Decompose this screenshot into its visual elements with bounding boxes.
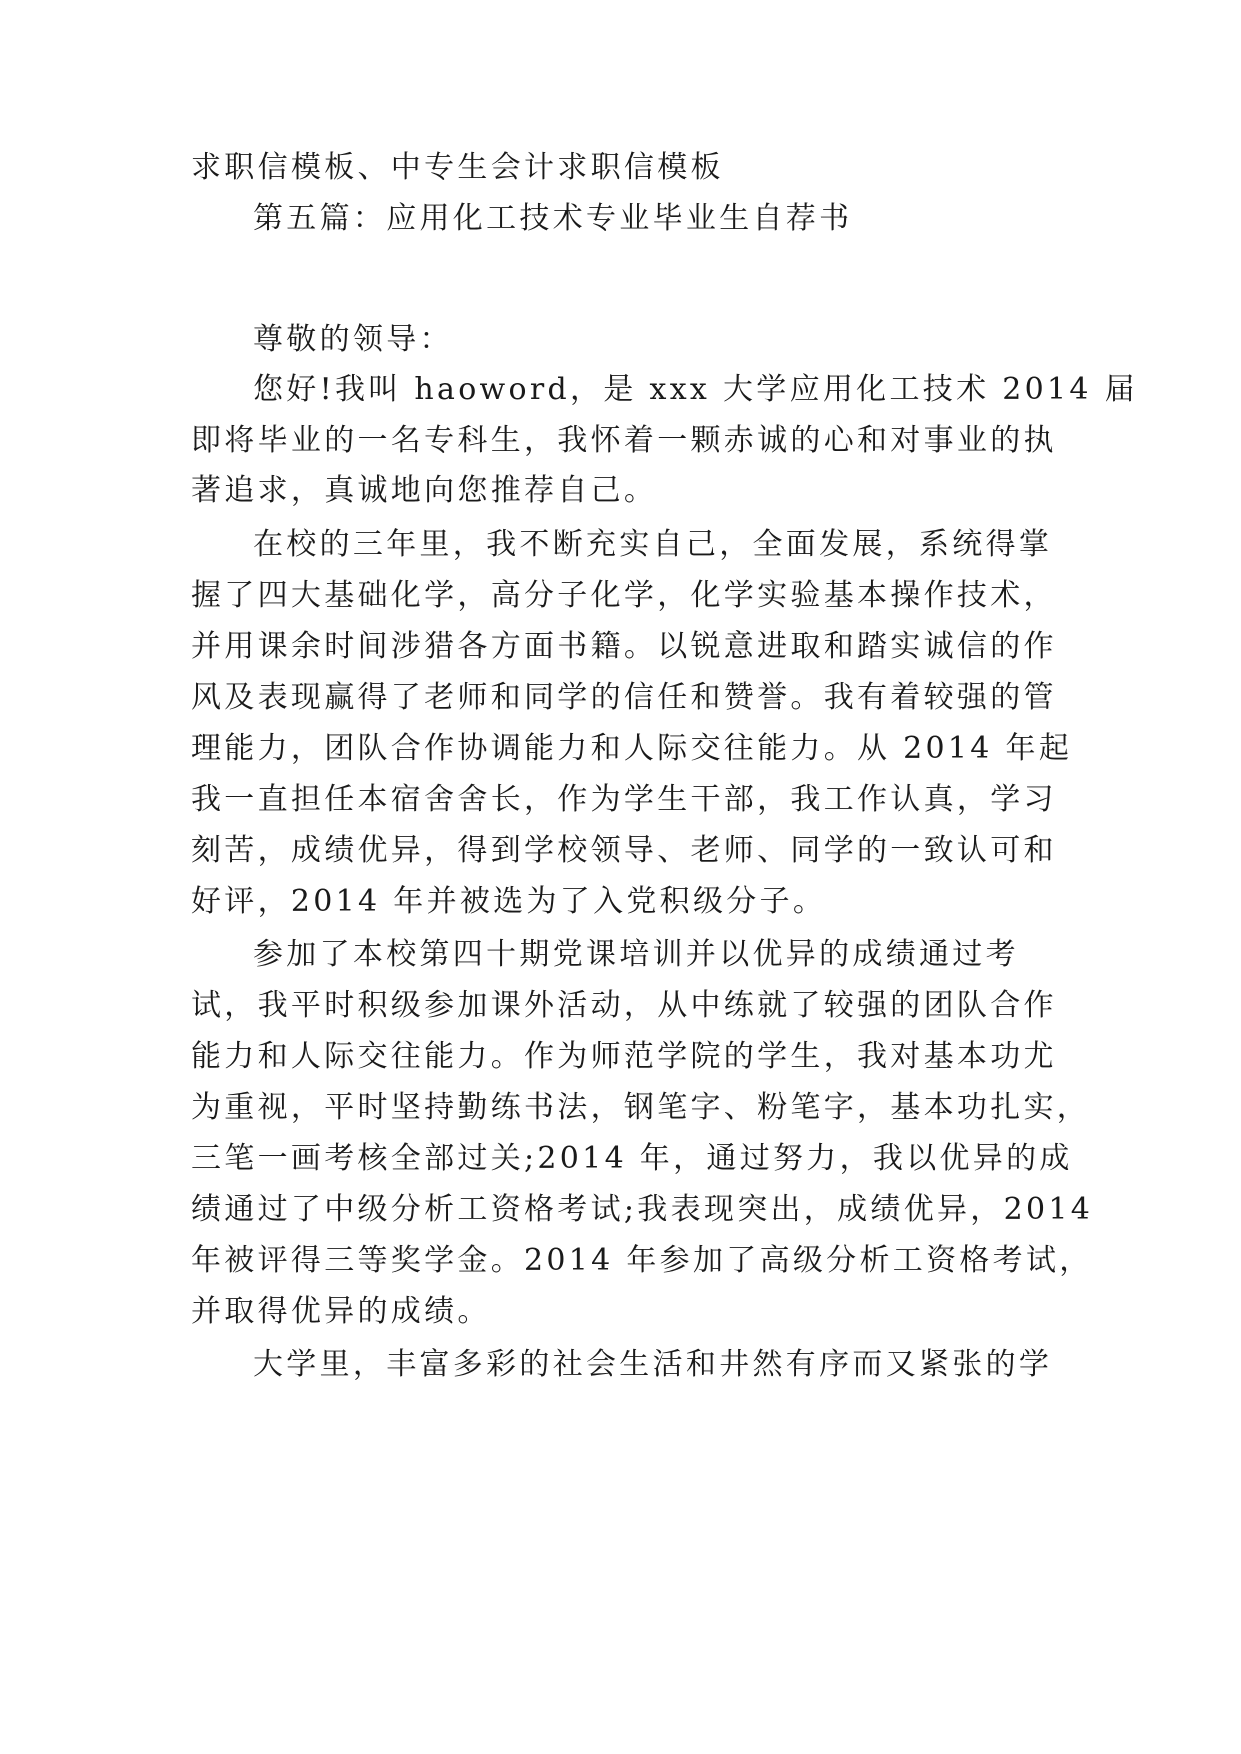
body-line: 年被评得三等奖学金。2014 年参加了高级分析工资格考试， — [191, 1243, 1093, 1278]
body-line: 理能力，团队合作协调能力和人际交往能力。从 2014 年起 — [191, 731, 1073, 766]
body-line: 能力和人际交往能力。作为师范学院的学生，我对基本功尤 — [191, 1039, 1057, 1074]
body-line: 并取得优异的成绩。 — [191, 1294, 491, 1329]
body-line: 刻苦，成绩优异，得到学校领导、老师、同学的一致认可和 — [191, 833, 1057, 868]
body-line: 试，我平时积级参加课外活动，从中练就了较强的团队合作 — [191, 988, 1057, 1023]
body-line: 为重视，平时坚持勤练书法，钢笔字、粉笔字，基本功扎实， — [191, 1090, 1091, 1125]
body-line: 握了四大基础化学，高分子化学，化学实验基本操作技术， — [191, 578, 1057, 613]
salutation: 尊敬的领导： — [253, 322, 453, 357]
body-line: 大学里，丰富多彩的社会生活和井然有序而又紧张的学 — [253, 1347, 1053, 1382]
body-line: 绩通过了中级分析工资格考试;我表现突出，成绩优异，2014 — [191, 1192, 1094, 1227]
body-line: 并用课余时间涉猎各方面书籍。以锐意进取和踏实诚信的作 — [191, 629, 1057, 664]
body-line: 三笔一画考核全部过关;2014 年，通过努力，我以优异的成 — [191, 1141, 1073, 1176]
heading-line: 求职信模板、中专生会计求职信模板 — [191, 150, 724, 185]
body-line: 我一直担任本宿舍舍长，作为学生干部，我工作认真，学习 — [191, 782, 1057, 817]
body-line: 好评，2014 年并被选为了入党积级分子。 — [191, 884, 827, 919]
body-line: 参加了本校第四十期党课培训并以优异的成绩通过考 — [253, 937, 1019, 972]
body-line: 即将毕业的一名专科生，我怀着一颗赤诚的心和对事业的执 — [191, 423, 1057, 458]
body-line: 您好!我叫 haoword，是 xxx 大学应用化工技术 2014 届 — [253, 372, 1138, 407]
section-title: 第五篇：应用化工技术专业毕业生自荐书 — [253, 201, 853, 236]
body-line: 风及表现赢得了老师和同学的信任和赞誉。我有着较强的管 — [191, 680, 1057, 715]
body-line: 在校的三年里，我不断充实自己，全面发展，系统得掌 — [253, 527, 1053, 562]
body-line: 著追求，真诚地向您推荐自己。 — [191, 473, 658, 508]
